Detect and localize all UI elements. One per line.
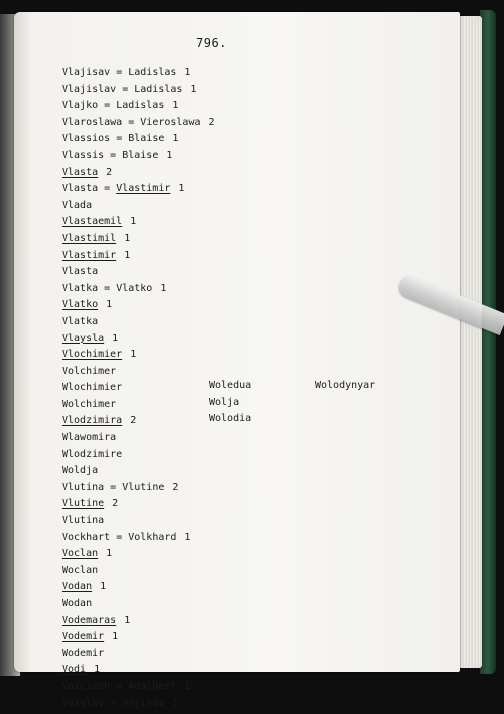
- entry-name: Woclan: [62, 564, 99, 576]
- entry-name: Vodemir: [62, 631, 105, 643]
- list-item: [62, 465, 215, 482]
- entry-count: 2: [130, 415, 137, 427]
- entry-count: 1: [130, 216, 137, 228]
- list-item: [209, 380, 251, 397]
- list-item: [62, 333, 215, 350]
- entry-count: 1: [112, 631, 119, 643]
- entry-name: Wlodzimire: [62, 448, 123, 460]
- list-item: [62, 515, 215, 532]
- equals-sign: =: [98, 183, 117, 195]
- list-item: [62, 648, 215, 665]
- list-item: [62, 548, 215, 565]
- entry-name: Volchimer: [62, 365, 117, 377]
- list-item: [62, 133, 215, 150]
- entry-name: Vlasta: [62, 266, 99, 278]
- entry-name: Wolja: [209, 396, 240, 408]
- list-item: [62, 216, 215, 233]
- entry-name: Vockhart: [62, 531, 111, 543]
- entry-name: Vlajisav: [62, 67, 111, 78]
- entry-name: Vlutina: [62, 481, 105, 493]
- list-item: [62, 415, 215, 432]
- entry-name: Woldja: [62, 465, 99, 477]
- list-item: [62, 349, 215, 366]
- equals-sign: =: [122, 116, 141, 128]
- list-item: [62, 299, 215, 316]
- entry-name: Vlajislav: [62, 83, 117, 95]
- entry-name: Voclan: [62, 548, 99, 560]
- entry-count: 1: [190, 83, 197, 95]
- equals-sign: =: [110, 680, 129, 692]
- entry-target: Blaise: [122, 149, 159, 161]
- list-item: [62, 498, 215, 515]
- list-item: [62, 117, 215, 134]
- entry-name: Vlaroslawa: [62, 116, 123, 128]
- list-item: [62, 532, 215, 549]
- entry-count: 1: [184, 531, 191, 543]
- entry-count: 1: [184, 680, 191, 692]
- entry-name: Wodan: [62, 598, 93, 609]
- list-item: [62, 681, 215, 698]
- list-item: [62, 283, 215, 300]
- entry-target: Vlastimir: [116, 183, 171, 195]
- list-item: [62, 67, 215, 84]
- entry-name: Vlastimir: [62, 249, 117, 261]
- equals-sign: =: [110, 67, 129, 78]
- entry-name: Vlodzimira: [62, 415, 123, 427]
- entry-target: Adalbert: [128, 680, 177, 692]
- entry-name: Wolchimer: [62, 398, 117, 410]
- list-item: [62, 382, 215, 399]
- entry-name: Vlaysla: [62, 332, 105, 344]
- entry-name: Vlutine: [62, 498, 105, 510]
- page-number: 796.: [196, 36, 227, 50]
- list-item: [62, 150, 215, 167]
- list-item: [62, 432, 215, 449]
- list-item: [315, 380, 375, 397]
- list-item: [62, 167, 215, 184]
- entry-name: Wodemir: [62, 647, 105, 659]
- equals-sign: =: [104, 481, 123, 493]
- entry-name: Vlatka: [62, 282, 99, 294]
- list-item: [209, 413, 251, 430]
- list-item: [62, 316, 215, 333]
- entry-name: Vlochimier: [62, 349, 123, 361]
- list-item: [62, 615, 215, 632]
- list-item: [62, 200, 215, 217]
- entry-target: Vlutine: [122, 481, 165, 493]
- equals-sign: =: [110, 133, 129, 145]
- index-column-third: [315, 380, 375, 397]
- entry-target: Vieroslawa: [140, 116, 201, 128]
- entry-name: Vodan: [62, 581, 93, 593]
- list-item: [62, 664, 215, 681]
- entry-count: 1: [106, 299, 113, 311]
- entry-name: Wlawomira: [62, 432, 117, 444]
- list-item: [62, 598, 215, 615]
- entry-count: 2: [172, 481, 179, 493]
- equals-sign: =: [104, 149, 123, 161]
- entry-name: Wolodia: [209, 413, 252, 425]
- entry-name: Vlutina: [62, 515, 105, 527]
- entry-name: Vlasta: [62, 166, 99, 178]
- entry-count: 1: [124, 232, 131, 244]
- index-column-second: [209, 380, 251, 430]
- list-item: [62, 449, 215, 466]
- entry-name: Wolodynyar: [315, 380, 376, 391]
- list-item: [209, 397, 251, 414]
- entry-count: 1: [172, 133, 179, 145]
- entry-target: Ladislas: [116, 100, 165, 112]
- entry-count: 1: [100, 581, 107, 593]
- entry-name: Vlassis: [62, 149, 105, 161]
- entry-target: Ladislas: [128, 67, 177, 78]
- entry-target: Blaise: [128, 133, 165, 145]
- list-item: [62, 698, 215, 714]
- list-item: [62, 100, 215, 117]
- entry-target: Volkhard: [128, 531, 177, 543]
- entry-count: 1: [124, 249, 131, 261]
- list-item: [62, 399, 215, 416]
- entry-name: Vlada: [62, 199, 93, 211]
- entry-count: 1: [94, 664, 101, 676]
- entry-name: Vlatko: [62, 299, 99, 311]
- entry-name: Vodemaras: [62, 614, 117, 626]
- entry-count: 1: [166, 149, 173, 161]
- entry-count: 1: [112, 332, 119, 344]
- entry-name: Wlochimier: [62, 382, 123, 394]
- entry-count: 1: [178, 183, 185, 195]
- list-item: [62, 183, 215, 200]
- entry-count: 2: [106, 166, 113, 178]
- entry-name: Vlajko: [62, 100, 99, 112]
- list-item: [62, 233, 215, 250]
- entry-count: 1: [172, 697, 179, 709]
- entry-name: Vlasta: [62, 183, 99, 195]
- list-item: [62, 250, 215, 267]
- entry-count: 2: [208, 116, 215, 128]
- list-item: [62, 366, 215, 383]
- index-column-main: [62, 67, 215, 714]
- equals-sign: =: [116, 83, 135, 95]
- entry-target: Vlatko: [116, 282, 153, 294]
- list-item: [62, 565, 215, 582]
- entry-name: Voiciech: [62, 680, 111, 692]
- entry-name: Vlastaemil: [62, 216, 123, 228]
- equals-sign: =: [104, 697, 123, 709]
- entry-count: 2: [112, 498, 119, 510]
- book-cover: [480, 10, 496, 674]
- entry-target: Ladislas: [134, 83, 183, 95]
- list-item: [62, 84, 215, 101]
- list-item: [62, 581, 215, 598]
- entry-count: 1: [130, 349, 137, 361]
- entry-count: 1: [160, 282, 167, 294]
- entry-name: Vlatka: [62, 315, 99, 327]
- list-item: [62, 266, 215, 283]
- entry-name: Vlassios: [62, 133, 111, 145]
- entry-target: Vojisav: [122, 697, 165, 709]
- entry-name: Woledua: [209, 380, 252, 391]
- entry-name: Vodi: [62, 664, 87, 676]
- list-item: [62, 631, 215, 648]
- equals-sign: =: [110, 531, 129, 543]
- equals-sign: =: [98, 100, 117, 112]
- entry-name: Voislav: [62, 697, 105, 709]
- entry-count: 1: [124, 614, 131, 626]
- list-item: [62, 482, 215, 499]
- equals-sign: =: [98, 282, 117, 294]
- entry-count: 1: [172, 100, 179, 112]
- entry-count: 1: [184, 67, 191, 78]
- entry-count: 1: [106, 548, 113, 560]
- entry-name: Vlastimil: [62, 232, 117, 244]
